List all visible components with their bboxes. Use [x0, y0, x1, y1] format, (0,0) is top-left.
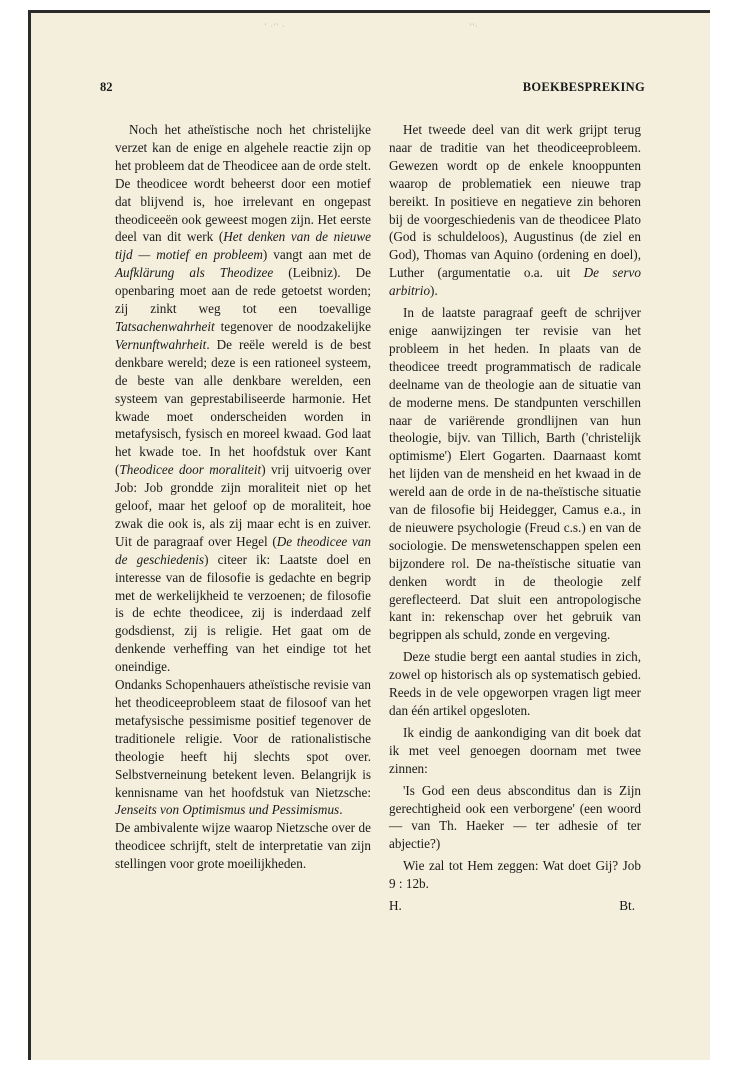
text: . — [339, 802, 343, 818]
signature-initial: H. — [389, 898, 402, 914]
text: ) vrij uitvoerig over Job: Job grondde zijn moraliteit niet op het geloof, maar het geloof op de moraliteit, hoe zwak die ook is, als zij maar echt is en zuiver. Uit de paragraaf over Hegel ( — [115, 462, 371, 549]
signature — [389, 897, 641, 915]
scan-mark: ' ·'' · — [265, 22, 286, 31]
running-head: BOEKBESPREKING — [522, 80, 645, 94]
text: ) citeer ik: Laatste doel en interesse van de filosofie is gedachte en begrip met de werkelijkheid te verzoenen; de filosofie is de echte theodicee, zij is inderdaad zelf godsdienst, zij is religie. Het gaat om de denkende verheffing van het eindige tot het oneindige. — [115, 551, 372, 675]
signature-initials: Bt. — [619, 898, 635, 914]
book-title: Het denken van de nieuwe tijd — motief en probleem — [115, 229, 371, 263]
text: ) vangt aan met de — [262, 247, 371, 263]
scan-mark: ''· — [470, 22, 479, 31]
paragraph: Wie zal tot Hem zeggen: Wat doet Gij? Job 9 : 12b. — [389, 858, 641, 892]
right-column — [389, 121, 641, 915]
text: (Leibniz). De openbaring moet aan de rede getoetst worden; zij zinkt weg tot een toevallige — [115, 265, 371, 317]
text: tegenover de noodzakelijke — [214, 318, 371, 334]
paragraph — [115, 121, 371, 676]
book-title: De theodicee van de geschiedenis — [115, 533, 371, 567]
paragraph: Ik eindig de aankondiging van dit boek dat ik met veel genoegen doornam met twee zinnen: — [389, 724, 641, 776]
book-title: Theodicee door moraliteit — [119, 462, 262, 478]
text: Noch het atheïstische noch het christelijke verzet kan de enige en algehele reactie zijn op het probleem dat de Theodicee aan de orde stelt. De theodicee wordt beheerst door een motief dat blijvend is, hoe irrelevant en ongepast theodiceeën ook geweest mogen zijn. Het eerste deel van dit werk ( — [115, 122, 371, 245]
text: ). — [430, 283, 438, 299]
book-title: De servo arbitrio — [389, 265, 641, 299]
book-title: Jenseits von Optimismus und Pessimismus — [115, 802, 340, 818]
page-number: 82 — [100, 80, 113, 94]
term: Vernunftwahrheit — [115, 336, 207, 352]
term: Tatsachenwahrheit — [115, 318, 215, 334]
paragraph: Deze studie bergt een aantal studies in zich, zowel op historisch als op systematisch gebied. Reeds in de vele opgeworpen vragen ligt meer dan één artikel opgesloten. — [389, 649, 641, 718]
paragraph: De ambivalente wijze waarop Nietzsche over de theodicee schrijft, stelt de interpretatie van zijn stellingen voor grote moeilijkheden. — [115, 820, 371, 872]
left-column — [115, 121, 371, 873]
quotation: 'Is God een deus absconditus dan is Zijn gerechtigheid ook een verborgene' (een woord — van Th. Haeker — ter adhesie of ter abjectie?) — [389, 782, 641, 852]
text: Ondanks Schopenhauers atheïstische revisie van het theodiceeprobleem staat de filosoof van het metafysische pessimisme positief tegenover de traditionele religie. Voor de rationalistische theologie heeft hij slechts spot over. Selbstverneinung betekent leven. Belangrijk is kennisname van het hoofdstuk van Nietzsche: — [115, 677, 371, 800]
paragraph: In de laatste paragraaf geeft de schrijver enige aanwijzingen ter revisie van het probleem in het heden. In plaats van de theodicee treedt programmatisch de radicale deelname van de theologie aan de situatie van de moderne mens. De standpunten verschillen naar de variërende grondlijnen van hun theologie, bijv. van Tillich, Barth ('christelijk optimisme') Elert Gogarten. Daarnaast komt het lijden van de mensheid en het kwaad in de wereld aan de orde in de na-theïstische situatie van de filosofie bij Heidegger, Camus e.a., in de nieuwere psychologie (Freud c.s.) en van de sociologie. De menswetenschappen spelen een bijzondere rol. De na-theïstische situatie van denken wordt in de theologie zelf gereflecteerd. Dat sluit een antropologische kant in: rekenschap over het gebruik van begrippen als schuld, zonde en vergeving. — [389, 305, 641, 643]
text: Het tweede deel van dit werk grijpt terug naar de traditie van het theodiceeprobleem. Gewezen wordt op de enkele knooppunten waarop de problematiek een nieuwe trap bereikt. In positieve en negatieve zin behoren bij de voorgeschiedenis van de theodicee Plato (God is schuldeloos), Augustinus (de ziel en God), Thomas van Aquino (ordening en doel), Luther (argumentatie o.a. uit — [389, 122, 641, 281]
book-title: Aufklärung als Theodizee — [115, 265, 274, 281]
paragraph — [389, 121, 641, 300]
paragraph — [115, 676, 371, 819]
text: . De reële wereld is de best denkbare wereld; deze is een rationeel systeem, de beste van alle denkbare werelden, een systeem van geprestabiliseerde harmonie. Het kwade moet onderscheiden worden in metafysisch, fysisch en moreel kwaad. God laat het kwade toe. In het hoofdstuk over Kant ( — [115, 336, 371, 478]
